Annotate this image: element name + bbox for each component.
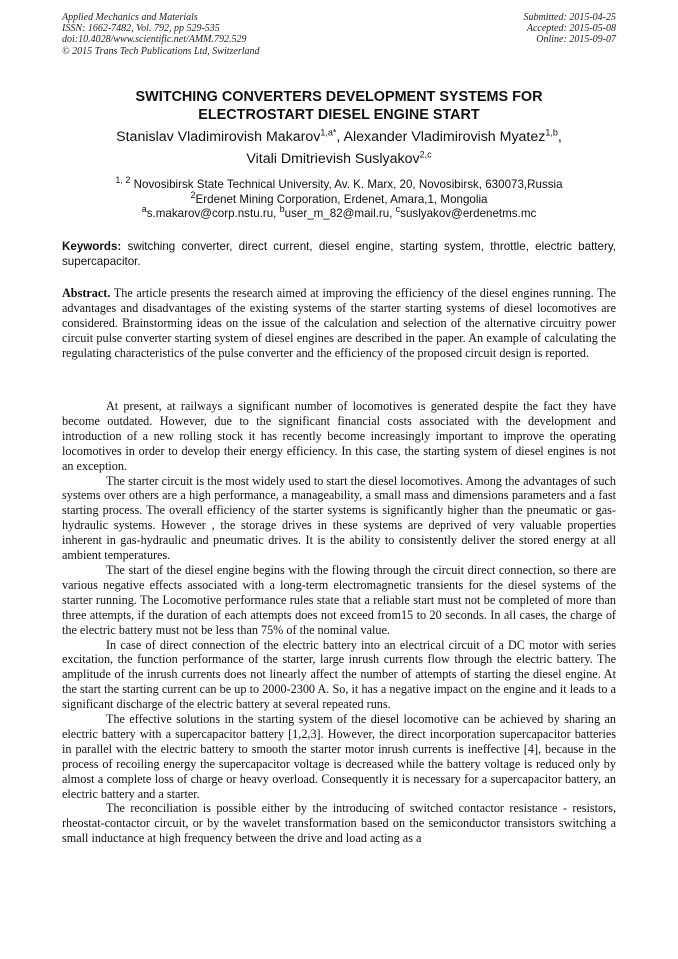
author-list	[62, 126, 616, 170]
keywords-text: switching converter, direct current, diesel engine, starting system, throttle, electric battery, supercapacitor.	[62, 240, 616, 268]
submitted-date: Submitted: 2015-04-25	[523, 12, 616, 23]
email-list	[62, 204, 616, 222]
body-paragraph: At present, at railways a significant number of locomotives is generated despite the fact they have become outdated. However, due to the significant financial costs associated with the development and introduction of a new rolling stock it has recently become increasingly important to improve the operating locomotives in order to develop their energy efficiency. In this case, the starting system of diesel engines is not an exception.	[62, 399, 616, 473]
paper-title	[62, 88, 616, 124]
abstract-label: Abstract.	[62, 286, 111, 300]
email-marker: b	[279, 204, 285, 215]
author-affiliation-marker: 1,a*	[320, 127, 337, 138]
body-text	[62, 399, 616, 846]
affiliation-marker: 2	[190, 189, 196, 200]
journal-name: Applied Mechanics and Materials	[62, 12, 198, 23]
title-line-2: ELECTROSTART DIESEL ENGINE START	[198, 107, 480, 123]
body-paragraph: The starter circuit is the most widely used to start the diesel locomotives. Among the advantages of such systems over others are a high performance, a manageability, a small mass and dimensions parameters and a fast starting process. The overall efficiency of the starter systems is significantly higher than the pneumatic or gas-hydraulic systems. However , the storage drives in these systems are deprived of very valuable properties inherent in gas-hydraulic and pneumatic drives. It is the ability to consistently deliver the stored energy at all ambient temperatures.	[62, 473, 616, 563]
author-affiliation-marker: 1,b	[545, 127, 558, 138]
author-line-2	[62, 148, 616, 170]
email-address: user_m_82@mail.ru,	[284, 207, 396, 220]
journal-info	[62, 12, 260, 57]
author-affiliation-marker: 2,c	[419, 149, 432, 160]
affiliation-marker: 1, 2	[115, 175, 131, 186]
email-marker: c	[395, 204, 401, 215]
body-paragraph: In case of direct connection of the electric battery into an electrical circuit of a DC motor with series excitation, the function performance of the starter, large inrush currents flow through the electric battery. The amplitude of the inrush currents does not linearly affect the number of attempts of starting the diesel engine. At the start the starting current can be up to 2000-2300 A. So, it has a negative impact on the engine and it leads to a significant discharge of the electric battery at several repeated runs.	[62, 637, 616, 712]
affiliation-text: Erdenet Mining Corporation, Erdenet, Amara,1, Mongolia	[195, 192, 488, 206]
author-separator: ,	[557, 129, 562, 145]
author-name: Stanislav Vladimirovish Makarov	[116, 129, 321, 145]
email-address: s.makarov@corp.nstu.ru,	[146, 207, 280, 220]
email-marker: a	[141, 204, 147, 215]
author-name: Alexander Vladimirovish Myatez	[343, 129, 546, 145]
author-separator: ,	[336, 129, 344, 145]
journal-doi: doi:10.4028/www.scientific.net/AMM.792.529	[62, 34, 247, 46]
title-line-1: SWITCHING CONVERTERS DEVELOPMENT SYSTEMS FOR	[135, 89, 543, 105]
keywords-section	[62, 240, 616, 269]
author-line-1	[62, 126, 616, 148]
affiliations	[62, 175, 616, 222]
body-paragraph: The effective solutions in the starting system of the diesel locomotive can be achieved by sharing an electric battery with a supercapacitor battery [1,2,3]. However, the direct incorporation supercapacitor batteries in parallel with the electric battery to smooth the starter motor inrush currents is ineffective [4], because in the process of recoiling energy the supercapacitor voltage is decreased while the battery voltage is reduced only by almost a complete loss of charge or heavy overload. Consequently it is necessary for a supercapacitor battery, an electric battery and a starter.	[62, 712, 616, 801]
accepted-date: Accepted: 2015-05-08	[526, 23, 616, 35]
journal-issn: ISSN: 1662-7482, Vol. 792, pp 529-535	[62, 23, 220, 35]
abstract-text: The article presents the research aimed at improving the efficiency of the diesel engines running. The advantages and disadvantages of the existing systems of the starter starting systems of diesel locomotives are considered. Brainstorming ideas on the issue of the calculation and selection of the alternative circuitry power circuit pulse converter starting system of diesel engines are described in the paper. An example of calculating the regulating characteristics of the pulse converter and the efficiency of the proposed circuit design is reported.	[62, 286, 616, 360]
journal-copyright: © 2015 Trans Tech Publications Ltd, Switzerland	[62, 45, 260, 57]
email-address: suslyakov@erdenetms.mc	[400, 207, 537, 220]
abstract-section	[62, 286, 616, 361]
author-name: Vitali Dmitrievish Suslyakov	[246, 151, 420, 167]
keywords-label: Keywords:	[62, 240, 122, 253]
body-paragraph: The reconciliation is possible either by the introducing of switched contactor resistance - resistors, rheostat-contactor circuit, or by the wavelet transformation based on the semiconductor transistors switching a small inductance at high frequency between the drive and load acting as a	[62, 801, 616, 846]
online-date: Online: 2015-09-07	[536, 34, 616, 46]
affiliation-text: Novosibirsk State Technical University, Av. K. Marx, 20, Novosibirsk, 630073,Russia	[130, 178, 563, 191]
affiliation-1	[62, 175, 616, 193]
submission-dates	[524, 12, 617, 46]
body-paragraph: The start of the diesel engine begins with the flowing through the circuit direct connection, so there are various negative effects associated with a long-term electromagnetic transients for the diesel systems of the starter running. The Locomotive performance rules state that a reliable start must not be completed of more than three attempts, if the duration of each attempts does not exceed from15 to 20 seconds. In all cases, the charge of the electric battery must not be less than 75% of the nominal value.	[62, 562, 616, 637]
